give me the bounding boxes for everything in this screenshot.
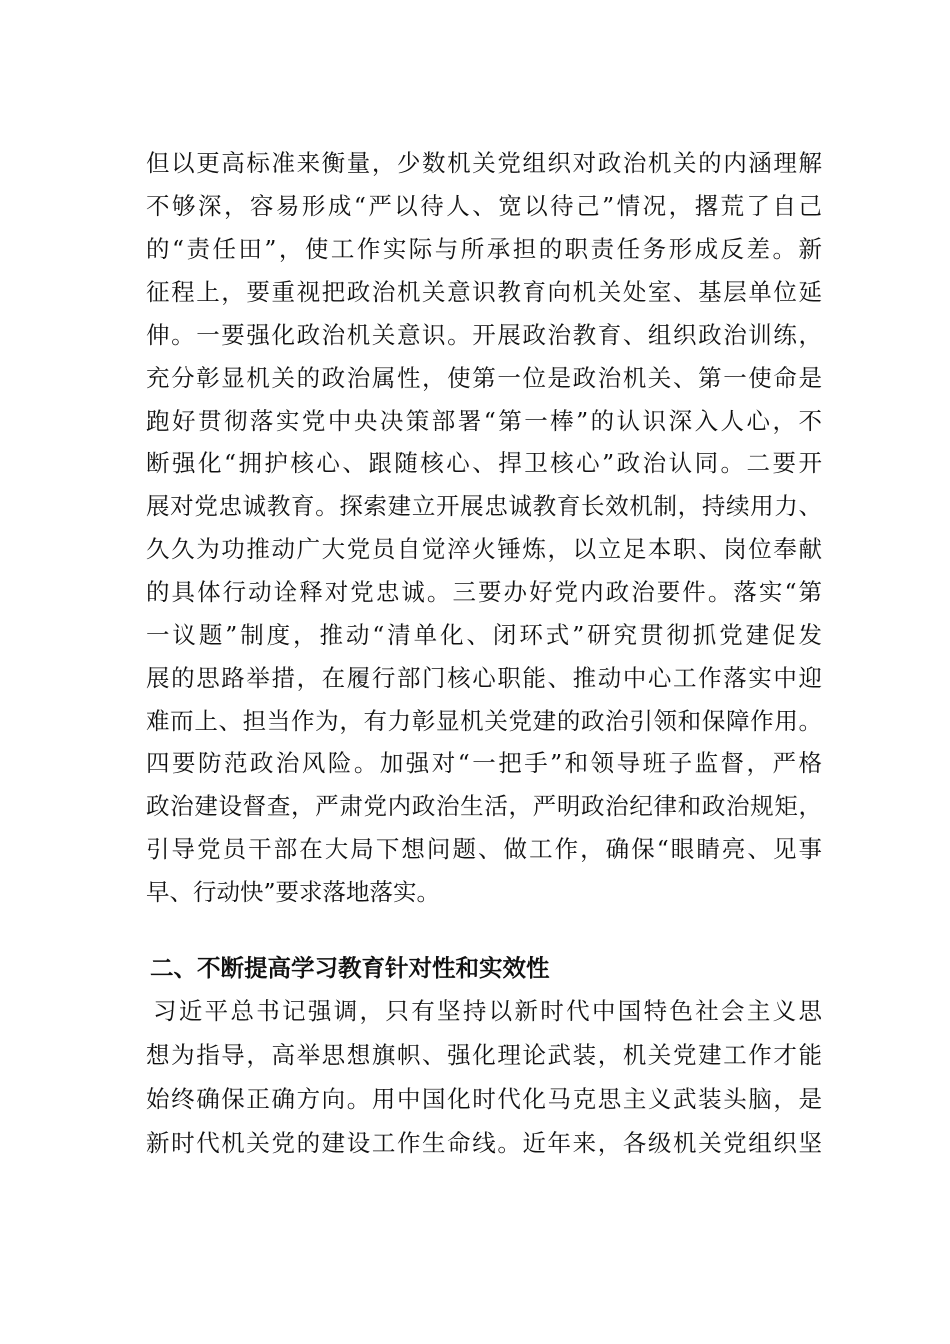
text-line: 断强化“拥护核心、跟随核心、捍卫核心”政治认同。二要开 (146, 449, 822, 477)
text-line: 政治建设督查，严肃党内政治生活，严明政治纪律和政治规矩， (146, 792, 822, 820)
text-line: 伸。一要强化政治机关意识。开展政治教育、组织政治训练， (146, 321, 822, 349)
text-line: 想为指导，高举思想旗帜、强化理论武装，机关党建工作才能 (146, 1041, 822, 1069)
text-line: 四要防范政治风险。加强对“一把手”和领导班子监督，严格 (146, 749, 822, 777)
text-line: 始终确保正确方向。用中国化时代化马克思主义武装头脑，是 (146, 1085, 822, 1113)
text-line: 久久为功推动广大党员自觉淬火锤炼，以立足本职、岗位奉献 (146, 535, 822, 563)
text-line: 习近平总书记强调，只有坚持以新时代中国特色社会主义思 (153, 997, 822, 1025)
text-line: 一议题”制度，推动“清单化、闭环式”研究贯彻抓党建促发 (146, 621, 822, 649)
text-line: 引导党员干部在大局下想问题、做工作，确保“眼睛亮、见事 (146, 835, 822, 863)
text-line: 不够深，容易形成“严以待人、宽以待己”情况，撂荒了自己 (146, 192, 822, 220)
text-line: 展对党忠诚教育。探索建立开展忠诚教育长效机制，持续用力、 (146, 492, 822, 520)
text-line: 的“责任田”，使工作实际与所承担的职责任务形成反差。新 (146, 235, 822, 263)
text-line: 早、行动快”要求落地落实。 (146, 878, 441, 906)
text-line: 的具体行动诠释对党忠诚。三要办好党内政治要件。落实“第 (146, 578, 822, 606)
text-line: 充分彰显机关的政治属性，使第一位是政治机关、第一使命是 (146, 364, 822, 392)
text-line: 征程上，要重视把政治机关意识教育向机关处室、基层单位延 (146, 278, 822, 306)
text-line: 但以更高标准来衡量，少数机关党组织对政治机关的内涵理解 (146, 149, 822, 177)
text-line: 新时代机关党的建设工作生命线。近年来，各级机关党组织坚 (146, 1129, 822, 1157)
text-line: 难而上、担当作为，有力彰显机关党建的政治引领和保障作用。 (146, 707, 822, 735)
text-line: 跑好贯彻落实党中央决策部署“第一棒”的认识深入人心，不 (146, 407, 822, 435)
text-line: 展的思路举措，在履行部门核心职能、推动中心工作落实中迎 (146, 664, 822, 692)
section-heading: 二、不断提高学习教育针对性和实效性 (150, 954, 550, 982)
